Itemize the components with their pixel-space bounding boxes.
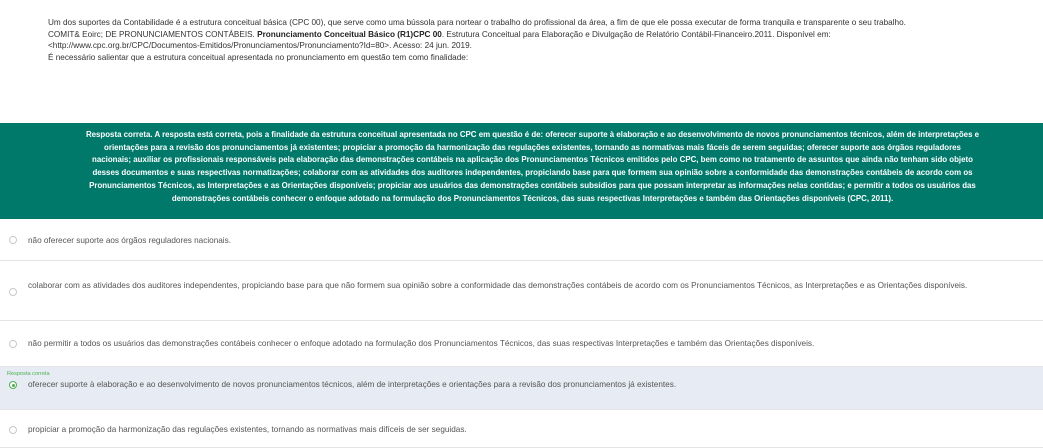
radio-button[interactable] [9,236,17,244]
feedback-line: nacionais; auxiliar os profissionais responsáveis pela elaboração das demonstrações contábeis na aplicação dos Pronunciamentos Técnicos emitidos pelo CPC, bem como no tratamento de assuntos que ainda não tenham sido objeto [92,155,973,165]
answer-option-text: não permitir a todos os usuários das demonstrações contábeis conhecer o enfoque adotado na formulação dos Pronunciamentos Técnicos, das suas respectivas Interpretações e também das Orientações disponíveis. [28,339,815,348]
answer-option-text: propiciar a promoção da harmonização das regulações existentes, tornando as normativas mais difíceis de ser seguidas. [28,425,467,434]
question-statement [48,17,1028,63]
answer-option-e[interactable] [0,410,1043,448]
answer-option-b[interactable] [0,261,1043,321]
question-context: Um dos suportes da Contabilidade é a estrutura conceitual básica (CPC 00), que serve como uma bússola para nortear o trabalho do profissional da área, a fim de que ele possa executar de forma tranquila e transparente o seu trabalho. [48,18,906,27]
correct-answer-label: Resposta correta [7,371,50,377]
citation-title: Pronunciamento Conceitual Básico (R1)CPC 00 [257,29,442,39]
radio-button-selected[interactable] [9,381,17,389]
feedback-line: Pronunciamentos Técnicos, as Interpretações e as Orientações disponíveis; propiciar aos usuários das demonstrações contábeis subsídios para que possam interpretar as informações nelas contidas; e permitir a todos os usuários das [89,180,976,190]
radio-button[interactable] [9,426,17,434]
feedback-line: Resposta correta. A resposta está correta, pois a finalidade da estrutura conceitual apresentada no CPC em questão é de: oferecer suporte à elaboração e ao desenvolvimento de novos pronunciamentos técnicos, além de interpretações e [85,130,980,139]
answer-option-text: não oferecer suporte aos órgãos reguladores nacionais. [28,236,231,245]
question-prompt: É necessário salientar que a estrutura conceitual apresentada no pronunciamento em questão tem como finalidade: [48,52,469,62]
feedback-line: desses documentos e suas respectivas normatizações; colaborar com as atividades dos auditores independentes, propiciando base para que formem sua opinião sobre a conformidade das demonstrações contábeis de acordo com os [92,168,973,178]
citation-suffix: . Estrutura Conceitual para Elaboração e Divulgação de Relatório Contábil-Financeiro.2011. Disponível em: [441,29,831,39]
radio-button[interactable] [9,288,17,296]
question-citation [48,29,1028,41]
answer-option-c[interactable] [0,321,1043,367]
answer-options [0,221,1043,448]
citation-prefix: COMIT& Eoirc; DE PRONUNCIAMENTOS CONTÁBEIS. [48,29,258,39]
answer-feedback-banner [0,123,1043,219]
radio-button[interactable] [9,340,17,348]
feedback-text [5,129,1043,205]
feedback-line: orientações para a revisão dos pronunciamentos já existentes; propiciar a promoção da harmonização das regulações existentes, tornando as normativas mais fáceis de serem seguidas; oferecer suporte aos órgãos reguladores [104,142,961,152]
feedback-line: demonstrações contábeis conhecer o enfoque adotado na formulação dos Pronunciamentos Técnicos, das suas respectivas Interpretações e também das Orientações disponíveis (CPC, 2011). [171,193,894,203]
citation-url: <http://www.cpc.org.br/CPC/Documentos-Emitidos/Pronunciamentos/Pronunciamento?Id=80>. Acesso: 24 jun. 2019. [48,41,472,51]
answer-option-text: colaborar com as atividades dos auditores independentes, propiciando base para que não formem sua opinião sobre a conformidade das demonstrações contábeis de acordo com os Pronunciamentos Técnicos, as Interpretações e as Orientações disponíveis. [28,281,968,290]
answer-option-text: oferecer suporte à elaboração e ao desenvolvimento de novos pronunciamentos técnicos, além de interpretações e orientações para a revisão dos pronunciamentos já existentes. [28,380,677,389]
answer-option-d[interactable] [0,367,1043,410]
answer-option-a[interactable] [0,221,1043,261]
